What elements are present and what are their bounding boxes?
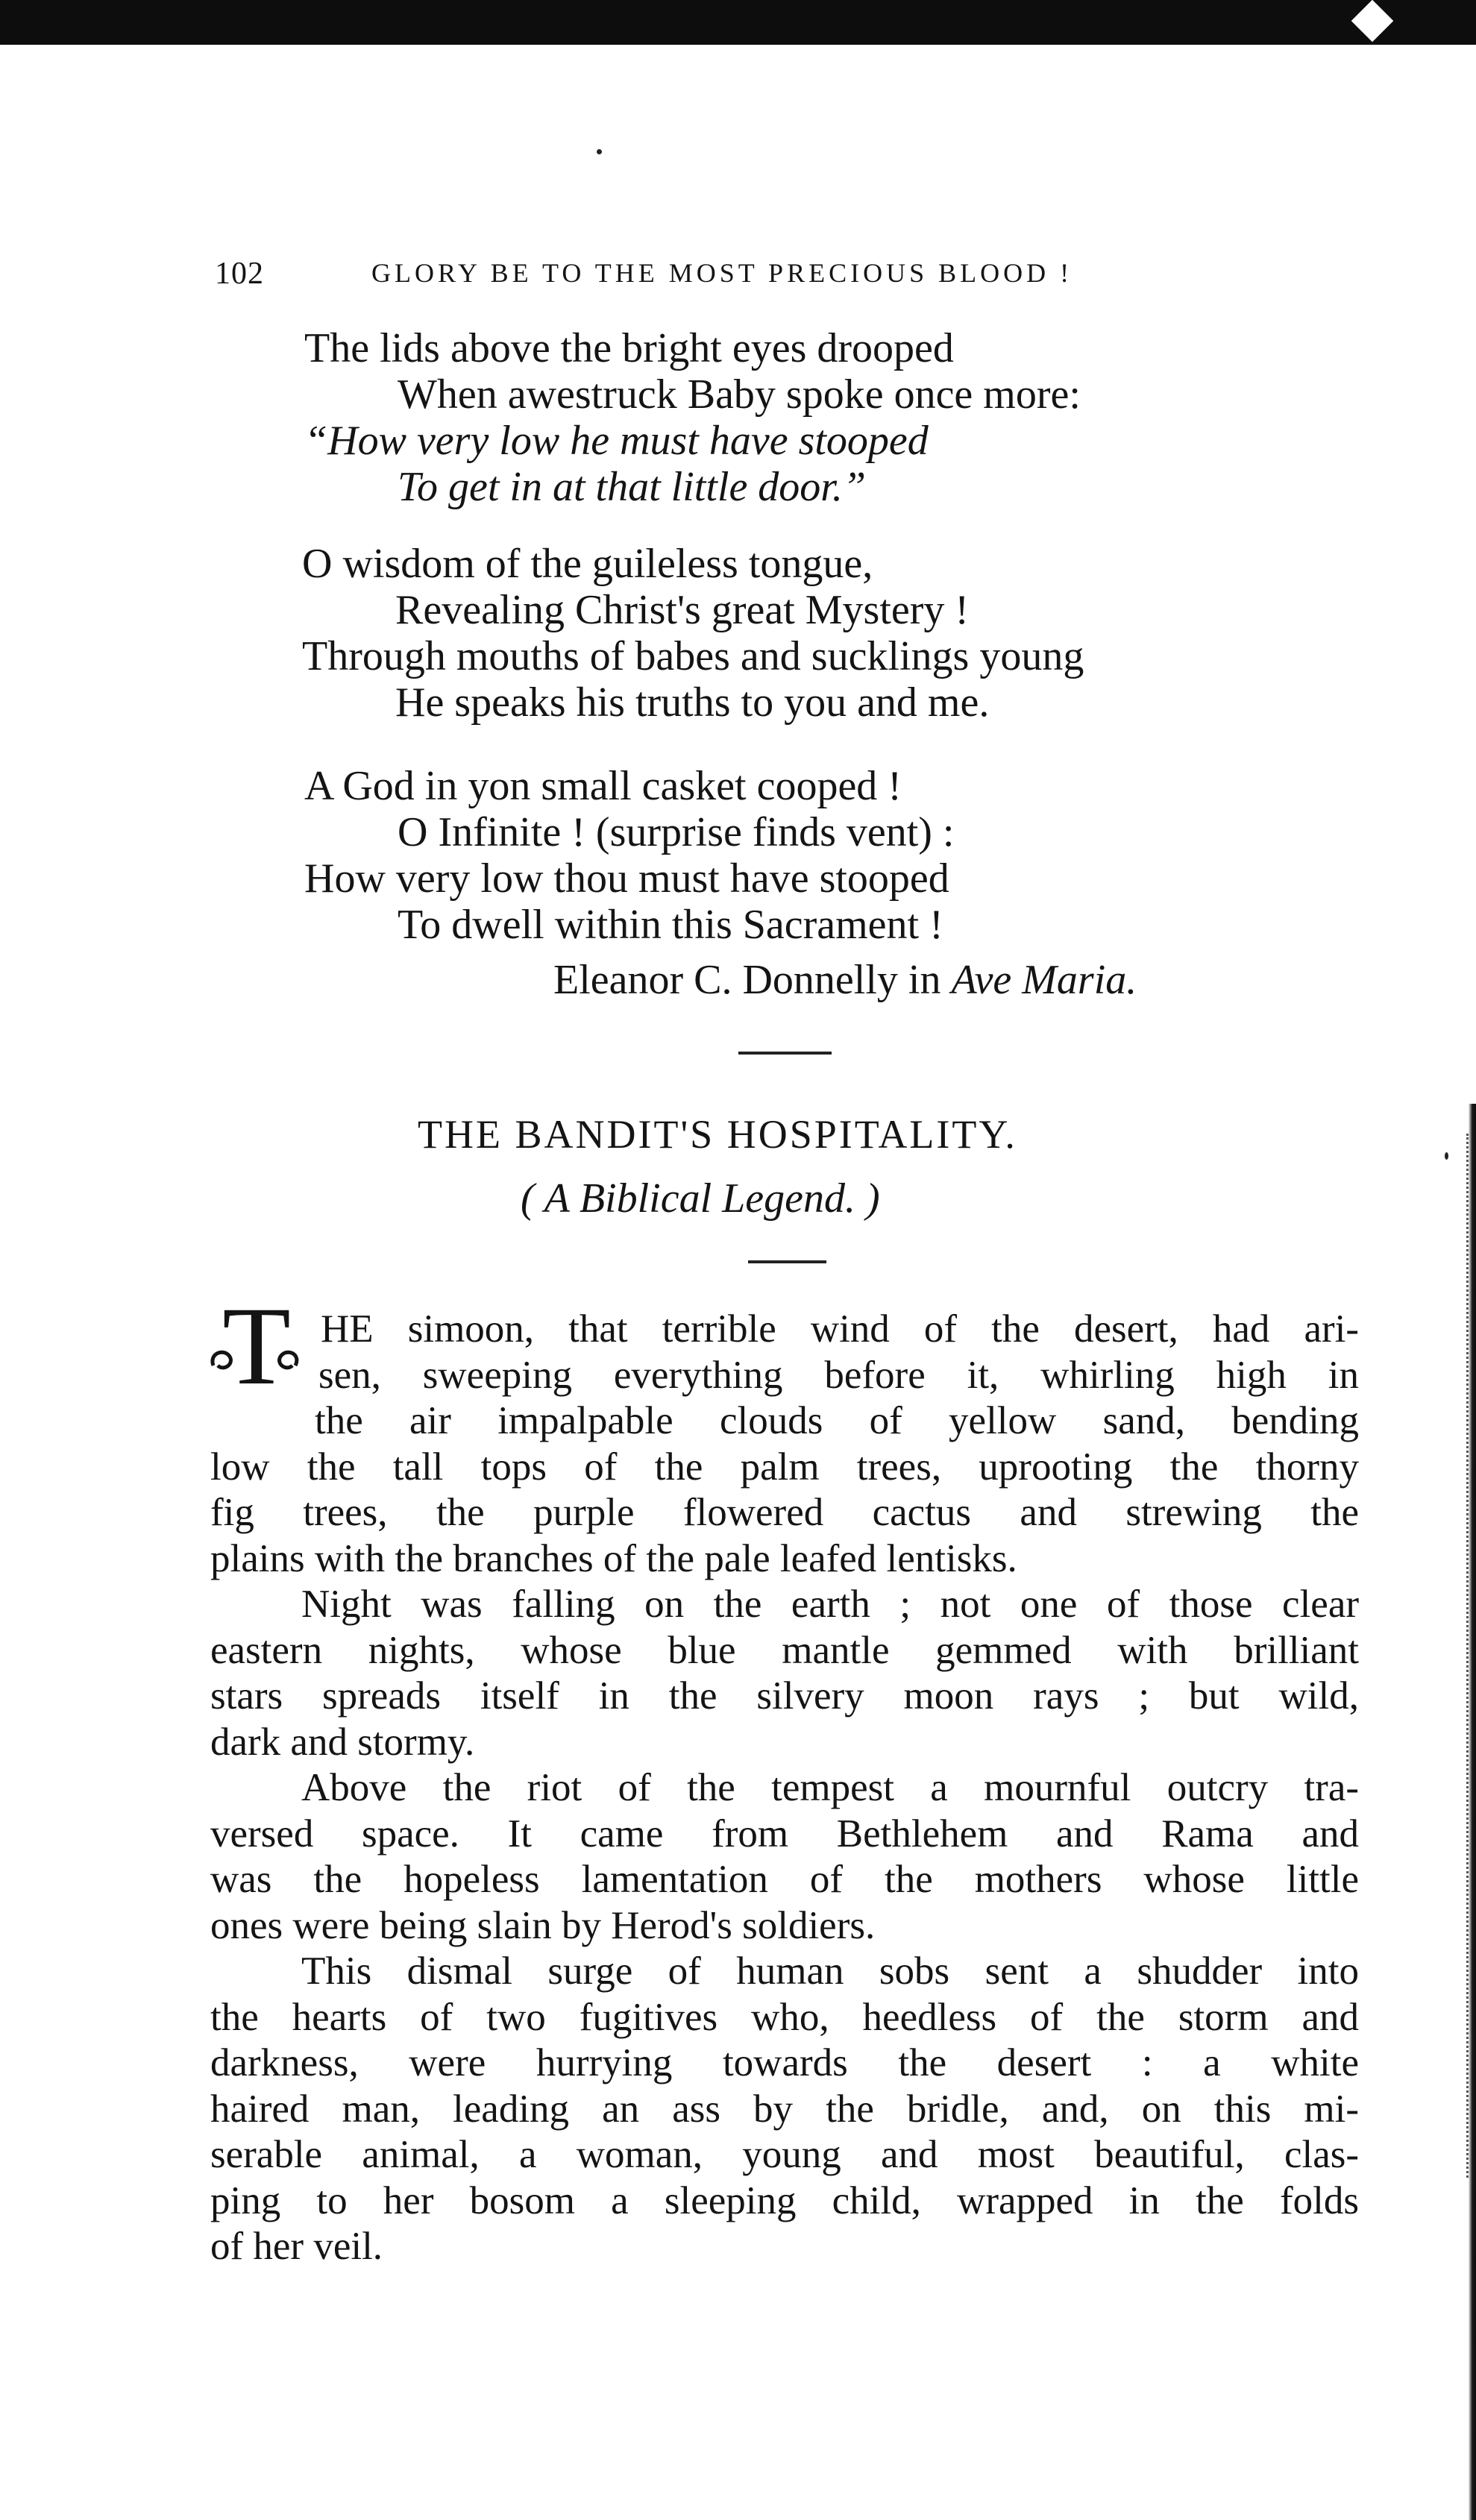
poem-line: How very low thou must have stooped (304, 855, 949, 902)
scan-notch (1351, 0, 1394, 42)
paragraph (210, 1307, 1359, 1582)
poem-line: To dwell within this Sacrament ! (398, 902, 943, 948)
scan-right-edge-dots (1466, 1134, 1471, 2178)
poem-line: Revealing Christ's great Mystery ! (395, 587, 970, 633)
text-line: of her veil. (210, 2225, 383, 2268)
text-line: sen, sweeping everything before it, whirling high in (318, 1353, 1359, 1397)
text-line: ones were being slain by Herod's soldiers. (210, 1903, 876, 1947)
poem-line: The lids above the bright eyes drooped (304, 325, 954, 371)
attribution-source: Ave Maria. (951, 957, 1137, 1003)
story-title: THE BANDIT'S HOSPITALITY. (418, 1112, 1017, 1157)
poem-stanza-1 (304, 325, 1081, 510)
text-line: was the hopeless lamentation of the mothers whose little (210, 1858, 1359, 1901)
poem-line: O wisdom of the guileless tongue, (302, 541, 873, 587)
running-head (215, 256, 1207, 295)
paragraph (210, 1765, 1359, 1949)
text-line: plains with the branches of the pale leafed lentisks. (210, 1536, 1017, 1580)
scan-speck (597, 149, 602, 154)
running-title: GLORY BE TO THE MOST PRECIOUS BLOOD ! (371, 258, 1073, 288)
text-line: haired man, leading an ass by the bridle, and, on this mi- (210, 2087, 1359, 2131)
scan-speck (1445, 1152, 1448, 1160)
poem-line (304, 418, 1081, 464)
poem-stanza-2 (302, 541, 1084, 726)
poem-line: O Infinite ! (surprise finds vent) : (398, 809, 955, 855)
poem-line: A God in yon small casket cooped ! (304, 763, 902, 809)
drop-cap-letter: T (222, 1301, 291, 1398)
story-body (210, 1307, 1359, 2270)
text-line: Night was falling on the earth ; not one of those clear (301, 1583, 1359, 1626)
text-line: serable animal, a woman, young and most beautiful, clas- (210, 2133, 1359, 2176)
text-line: dark and stormy. (210, 1720, 475, 1764)
text-line: darkness, were hurrying towards the desert : a white (210, 2041, 1359, 2084)
poem-line: When awestruck Baby spoke once more: (398, 371, 1081, 418)
title-divider (748, 1260, 826, 1263)
poem-line-italic: To get in at that little door.” (398, 464, 867, 510)
poem-attribution (553, 956, 1137, 1004)
paragraph (210, 1949, 1359, 2270)
text-line: eastern nights, whose blue mantle gemmed with brilliant (210, 1628, 1359, 1672)
poem-line: He speaks his truths to you and me. (395, 679, 990, 726)
story-subtitle: ( A Biblical Legend. ) (521, 1175, 880, 1222)
section-divider (738, 1052, 832, 1055)
poem-line: Through mouths of babes and sucklings young (302, 633, 1084, 679)
text-line: ping to her bosom a sleeping child, wrapped in the folds (210, 2178, 1359, 2222)
poem-stanza-3 (304, 763, 954, 948)
poem-line-italic: “How very low he must have stooped (304, 418, 929, 464)
text-line: low the tall tops of the palm trees, uprooting the thorny (210, 1445, 1359, 1489)
poem-line (304, 464, 1081, 510)
text-line: versed space. It came from Bethlehem and Rama and (210, 1812, 1359, 1856)
text-line: the air impalpable clouds of yellow sand, bending (315, 1399, 1359, 1442)
text-line: the hearts of two fugitives who, heedless of the storm and (210, 1995, 1359, 2039)
text-line: fig trees, the purple flowered cactus and strewing the (210, 1491, 1359, 1534)
text-line: Above the riot of the tempest a mournful outcry tra- (301, 1766, 1359, 1809)
text-line: HE simoon, that terrible wind of the desert, had ari- (321, 1307, 1359, 1351)
attribution-author: Eleanor C. Donnelly in (553, 957, 952, 1003)
paragraph (210, 1582, 1359, 1765)
text-line: stars spreads itself in the silvery moon rays ; but wild, (210, 1674, 1359, 1718)
page-number: 102 (215, 257, 264, 291)
scan-top-border (0, 0, 1476, 45)
text-line: This dismal surge of human sobs sent a shudder into (301, 1949, 1359, 1993)
